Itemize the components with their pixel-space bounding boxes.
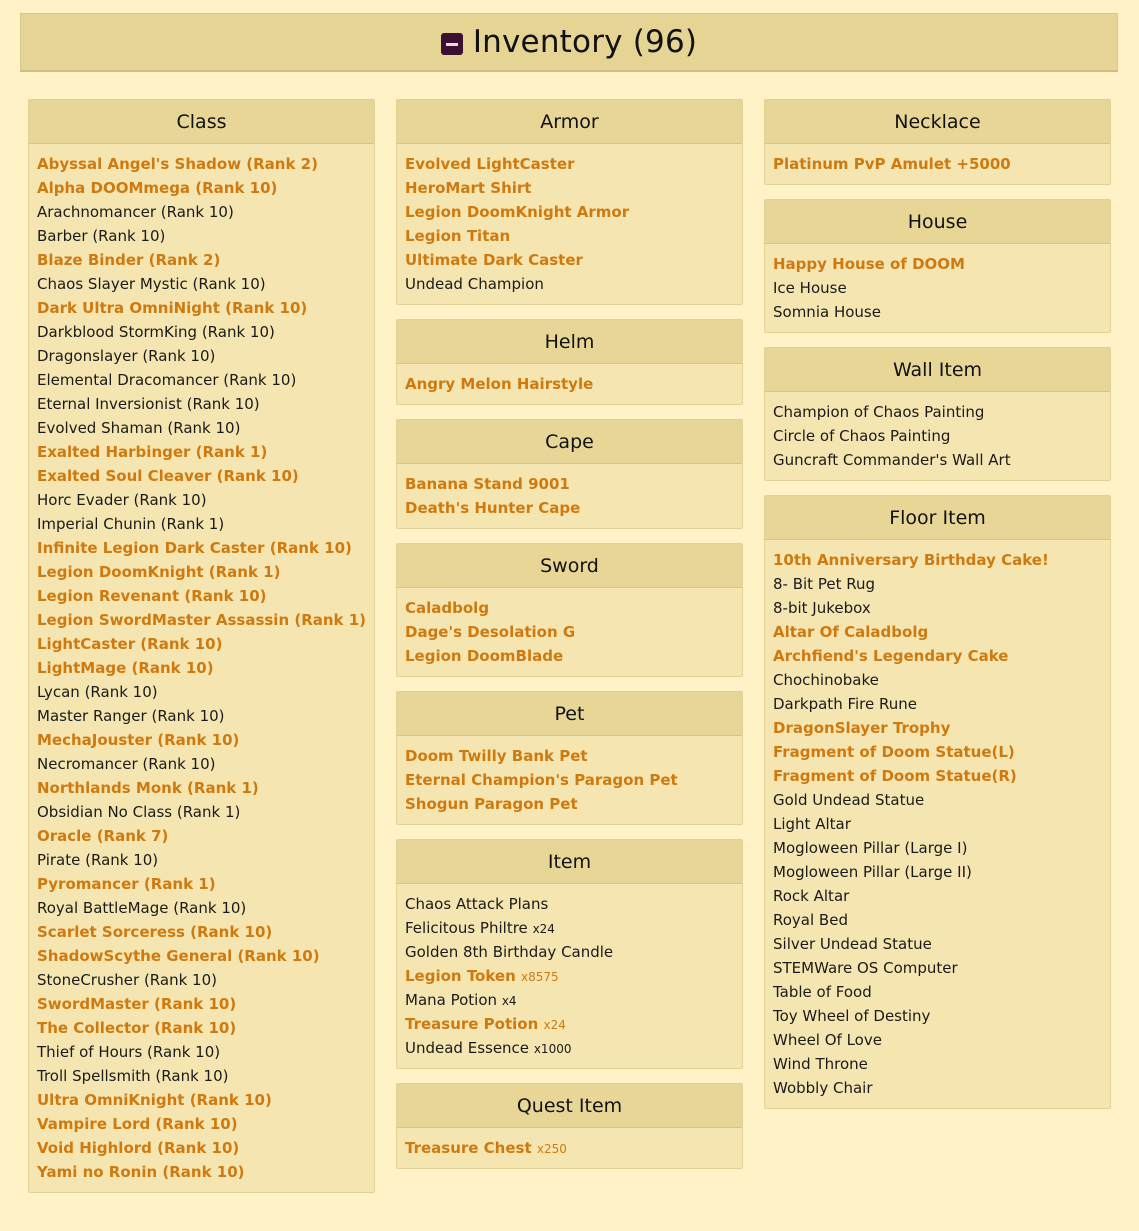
item-name: Eternal Champion's Paragon Pet [405, 771, 678, 789]
panel-cape [396, 419, 743, 529]
inventory-item[interactable] [405, 988, 742, 1012]
item-name: Imperial Chunin (Rank 1) [37, 515, 225, 533]
inventory-item[interactable] [37, 320, 374, 344]
item-name: Altar Of Caladbolg [773, 623, 929, 641]
inventory-item[interactable] [773, 716, 1110, 740]
item-name: Wheel Of Love [773, 1031, 882, 1049]
inventory-item[interactable] [37, 416, 374, 440]
inventory-item[interactable] [37, 272, 374, 296]
inventory-item[interactable] [37, 752, 374, 776]
inventory-item[interactable] [37, 1064, 374, 1088]
item-name: SwordMaster (Rank 10) [37, 995, 237, 1013]
item-name: Oracle (Rank 7) [37, 827, 169, 845]
inventory-item[interactable] [773, 788, 1110, 812]
item-name: Chaos Attack Plans [405, 895, 549, 913]
inventory-item[interactable] [37, 1160, 374, 1184]
item-name: Rock Altar [773, 887, 850, 905]
inventory-item[interactable] [405, 272, 742, 296]
item-name: Ultimate Dark Caster [405, 251, 583, 269]
panel-class [28, 99, 375, 1193]
item-name: Royal BattleMage (Rank 10) [37, 899, 247, 917]
item-name: Ice House [773, 279, 847, 297]
item-name: Circle of Chaos Painting [773, 427, 951, 445]
inventory-item[interactable] [773, 424, 1110, 448]
inventory-item[interactable] [405, 768, 742, 792]
panel-title: Wall Item [765, 348, 1110, 392]
collapse-icon[interactable] [441, 33, 463, 55]
item-name: Caladbolg [405, 599, 490, 617]
inventory-item[interactable] [405, 620, 742, 644]
inventory-item[interactable] [773, 1004, 1110, 1028]
inventory-item[interactable] [773, 980, 1110, 1004]
item-name: Guncraft Commander's Wall Art [773, 451, 1011, 469]
item-name: Pirate (Rank 10) [37, 851, 159, 869]
inventory-item[interactable] [773, 812, 1110, 836]
item-name: Champion of Chaos Painting [773, 403, 985, 421]
inventory-item[interactable] [773, 1052, 1110, 1076]
inventory-item[interactable] [37, 824, 374, 848]
item-name: Exalted Harbinger (Rank 1) [37, 443, 268, 461]
inventory-item[interactable] [37, 1088, 374, 1112]
item-name: Evolved LightCaster [405, 155, 575, 173]
inventory-item[interactable] [37, 560, 374, 584]
item-name: Table of Food [773, 983, 872, 1001]
inventory-item[interactable] [37, 224, 374, 248]
inventory-item[interactable] [37, 200, 374, 224]
inventory-item[interactable] [37, 1112, 374, 1136]
item-name: Felicitous Philtre [405, 919, 528, 937]
item-name: Dage's Desolation G [405, 623, 576, 641]
panel-title: Armor [397, 100, 742, 144]
item-name: Scarlet Sorceress (Rank 10) [37, 923, 273, 941]
item-name: Legion DoomBlade [405, 647, 564, 665]
item-name: Toy Wheel of Destiny [773, 1007, 931, 1025]
panel-title: Item [397, 840, 742, 884]
inventory-item[interactable] [773, 276, 1110, 300]
panel-wall-item [764, 347, 1111, 481]
panel-armor [396, 99, 743, 305]
inventory-item[interactable] [773, 668, 1110, 692]
inventory-title: Inventory (96) [472, 24, 698, 60]
inventory-item[interactable] [37, 440, 374, 464]
inventory-item[interactable] [37, 368, 374, 392]
inventory-item[interactable] [37, 296, 374, 320]
item-name: Gold Undead Statue [773, 791, 925, 809]
item-name: Royal Bed [773, 911, 848, 929]
inventory-item[interactable] [37, 776, 374, 800]
inventory-item[interactable] [773, 740, 1110, 764]
panel-item [396, 839, 743, 1069]
item-name: ShadowScythe General (Rank 10) [37, 947, 320, 965]
item-name: Legion Revenant (Rank 10) [37, 587, 267, 605]
panel-pet [396, 691, 743, 825]
inventory-item[interactable] [405, 176, 742, 200]
inventory-item[interactable] [37, 920, 374, 944]
item-name: HeroMart Shirt [405, 179, 532, 197]
inventory-item[interactable] [37, 344, 374, 368]
item-name: Mogloween Pillar (Large I) [773, 839, 968, 857]
inventory-item[interactable] [773, 692, 1110, 716]
inventory-item[interactable] [773, 764, 1110, 788]
inventory-item[interactable] [37, 800, 374, 824]
item-name: Void Highlord (Rank 10) [37, 1139, 240, 1157]
item-name: Northlands Monk (Rank 1) [37, 779, 259, 797]
inventory-item[interactable] [405, 372, 742, 396]
item-name: Blaze Binder (Rank 2) [37, 251, 221, 269]
inventory-item[interactable] [773, 1076, 1110, 1100]
inventory-item[interactable] [405, 744, 742, 768]
item-name: Mogloween Pillar (Large II) [773, 863, 972, 881]
panel-necklace [764, 99, 1111, 185]
item-list [765, 540, 1110, 1100]
item-name: Chochinobake [773, 671, 879, 689]
item-name: Barber (Rank 10) [37, 227, 166, 245]
item-quantity: x24 [532, 922, 555, 936]
inventory-item[interactable] [773, 548, 1110, 572]
item-name: Dark Ultra OmniNight (Rank 10) [37, 299, 308, 317]
inventory-item[interactable] [773, 620, 1110, 644]
panel-helm [396, 319, 743, 405]
item-name: Darkpath Fire Rune [773, 695, 917, 713]
item-list [397, 144, 742, 296]
inventory-item[interactable] [405, 1036, 742, 1060]
inventory-item[interactable] [773, 932, 1110, 956]
item-name: Shogun Paragon Pet [405, 795, 578, 813]
item-name: DragonSlayer Trophy [773, 719, 951, 737]
panel-title: Sword [397, 544, 742, 588]
item-name: Legion Token [405, 967, 516, 985]
inventory-item[interactable] [773, 300, 1110, 324]
item-list [397, 364, 742, 396]
item-name: LightCaster (Rank 10) [37, 635, 223, 653]
item-name: Legion Titan [405, 227, 511, 245]
panel-title: Class [29, 100, 374, 144]
item-name: Horc Evader (Rank 10) [37, 491, 207, 509]
item-list [397, 588, 742, 668]
item-name: Master Ranger (Rank 10) [37, 707, 225, 725]
item-list [397, 884, 742, 1060]
item-name: StoneCrusher (Rank 10) [37, 971, 217, 989]
item-name: Mana Potion [405, 991, 498, 1009]
panel-title: Quest Item [397, 1084, 742, 1128]
item-name: Wind Throne [773, 1055, 868, 1073]
inventory-item[interactable] [37, 536, 374, 560]
inventory-item[interactable] [773, 836, 1110, 860]
inventory-item[interactable] [405, 916, 742, 940]
item-name: Obsidian No Class (Rank 1) [37, 803, 241, 821]
item-name: Death's Hunter Cape [405, 499, 581, 517]
item-name: Pyromancer (Rank 1) [37, 875, 216, 893]
item-name: Dragonslayer (Rank 10) [37, 347, 216, 365]
inventory-item[interactable] [37, 944, 374, 968]
inventory-item[interactable] [773, 252, 1110, 276]
inventory-item[interactable] [773, 860, 1110, 884]
item-list [765, 244, 1110, 324]
inventory-item[interactable] [37, 176, 374, 200]
item-name: Legion SwordMaster Assassin (Rank 1) [37, 611, 367, 629]
inventory-item[interactable] [405, 1012, 742, 1036]
inventory-item[interactable] [37, 152, 374, 176]
item-name: Necromancer (Rank 10) [37, 755, 216, 773]
inventory-item[interactable] [405, 1136, 742, 1160]
panel-title: Cape [397, 420, 742, 464]
inventory-item[interactable] [37, 1136, 374, 1160]
item-name: Lycan (Rank 10) [37, 683, 158, 701]
item-name: Darkblood StormKing (Rank 10) [37, 323, 275, 341]
inventory-item[interactable] [37, 704, 374, 728]
panel-title: Pet [397, 692, 742, 736]
item-list [397, 1128, 742, 1160]
item-name: Light Altar [773, 815, 851, 833]
panel-house [764, 199, 1111, 333]
item-name: Doom Twilly Bank Pet [405, 747, 588, 765]
item-name: Alpha DOOMmega (Rank 10) [37, 179, 278, 197]
item-name: Undead Champion [405, 275, 544, 293]
inventory-item[interactable] [37, 632, 374, 656]
inventory-item[interactable] [405, 792, 742, 816]
inventory-item[interactable] [405, 940, 742, 964]
inventory-item[interactable] [405, 964, 742, 988]
inventory-item[interactable] [405, 644, 742, 668]
inventory-item[interactable] [37, 584, 374, 608]
item-name: Elemental Dracomancer (Rank 10) [37, 371, 297, 389]
item-name: 8- Bit Pet Rug [773, 575, 875, 593]
item-name: 8-bit Jukebox [773, 599, 871, 617]
item-name: Angry Melon Hairstyle [405, 375, 594, 393]
item-name: Fragment of Doom Statue(L) [773, 743, 1015, 761]
item-name: MechaJouster (Rank 10) [37, 731, 240, 749]
item-name: Arachnomancer (Rank 10) [37, 203, 234, 221]
item-list [397, 464, 742, 520]
panel-sword [396, 543, 743, 677]
inventory-item[interactable] [37, 968, 374, 992]
inventory-item[interactable] [37, 728, 374, 752]
item-name: LightMage (Rank 10) [37, 659, 214, 677]
item-name: The Collector (Rank 10) [37, 1019, 237, 1037]
inventory-item[interactable] [37, 680, 374, 704]
item-name: Evolved Shaman (Rank 10) [37, 419, 241, 437]
inventory-item[interactable] [37, 1016, 374, 1040]
item-name: Somnia House [773, 303, 881, 321]
inventory-item[interactable] [405, 200, 742, 224]
item-name: Treasure Chest [405, 1139, 532, 1157]
inventory-item[interactable] [773, 884, 1110, 908]
inventory-item[interactable] [37, 248, 374, 272]
inventory-item[interactable] [405, 248, 742, 272]
item-name: Legion DoomKnight (Rank 1) [37, 563, 281, 581]
item-name: Golden 8th Birthday Candle [405, 943, 614, 961]
inventory-item[interactable] [37, 896, 374, 920]
item-name: Yami no Ronin (Rank 10) [37, 1163, 245, 1181]
inventory-item[interactable] [405, 496, 742, 520]
inventory-item[interactable] [37, 656, 374, 680]
inventory-item[interactable] [773, 908, 1110, 932]
item-name: Chaos Slayer Mystic (Rank 10) [37, 275, 266, 293]
inventory-item[interactable] [37, 464, 374, 488]
item-name: Troll Spellsmith (Rank 10) [37, 1067, 229, 1085]
item-name: Ultra OmniKnight (Rank 10) [37, 1091, 272, 1109]
item-name: Exalted Soul Cleaver (Rank 10) [37, 467, 299, 485]
inventory-item[interactable] [37, 1040, 374, 1064]
item-quantity: x8575 [521, 970, 559, 984]
inventory-item[interactable] [37, 872, 374, 896]
panel-quest-item [396, 1083, 743, 1169]
inventory-item[interactable] [37, 488, 374, 512]
inventory-header [20, 13, 1118, 72]
panel-title: House [765, 200, 1110, 244]
item-name: Eternal Inversionist (Rank 10) [37, 395, 260, 413]
item-name: Treasure Potion [405, 1015, 539, 1033]
item-name: Wobbly Chair [773, 1079, 873, 1097]
item-name: 10th Anniversary Birthday Cake! [773, 551, 1049, 569]
item-name: Happy House of DOOM [773, 255, 965, 273]
inventory-item[interactable] [37, 392, 374, 416]
item-name: Abyssal Angel's Shadow (Rank 2) [37, 155, 318, 173]
item-name: Platinum PvP Amulet +5000 [773, 155, 1011, 173]
item-name: Thief of Hours (Rank 10) [37, 1043, 221, 1061]
item-quantity: x1000 [533, 1042, 572, 1056]
item-quantity: x4 [501, 994, 517, 1008]
item-name: Undead Essence [405, 1039, 530, 1057]
item-list [397, 736, 742, 816]
inventory-item[interactable] [773, 400, 1110, 424]
item-name: Fragment of Doom Statue(R) [773, 767, 1017, 785]
item-name: STEMWare OS Computer [773, 959, 958, 977]
inventory-item[interactable] [405, 892, 742, 916]
item-name: Archfiend's Legendary Cake [773, 647, 1009, 665]
inventory-item[interactable] [37, 512, 374, 536]
item-name: Banana Stand 9001 [405, 475, 570, 493]
inventory-item[interactable] [773, 596, 1110, 620]
inventory-item[interactable] [773, 644, 1110, 668]
inventory-item[interactable] [773, 572, 1110, 596]
inventory-item[interactable] [773, 152, 1110, 176]
item-list [765, 392, 1110, 472]
inventory-item[interactable] [37, 848, 374, 872]
inventory-item[interactable] [773, 956, 1110, 980]
inventory-item[interactable] [37, 608, 374, 632]
inventory-item[interactable] [773, 1028, 1110, 1052]
panel-title: Floor Item [765, 496, 1110, 540]
inventory-item[interactable] [37, 992, 374, 1016]
panel-title: Necklace [765, 100, 1110, 144]
panel-title: Helm [397, 320, 742, 364]
item-name: Vampire Lord (Rank 10) [37, 1115, 238, 1133]
inventory-item[interactable] [405, 224, 742, 248]
item-name: Legion DoomKnight Armor [405, 203, 630, 221]
panel-floor-item [764, 495, 1111, 1109]
item-list [765, 144, 1110, 176]
inventory-item[interactable] [773, 448, 1110, 472]
item-quantity: x24 [543, 1018, 566, 1032]
item-list [29, 144, 374, 1184]
inventory-item[interactable] [405, 596, 742, 620]
inventory-item[interactable] [405, 152, 742, 176]
item-name: Silver Undead Statue [773, 935, 932, 953]
item-quantity: x250 [536, 1142, 567, 1156]
inventory-item[interactable] [405, 472, 742, 496]
item-name: Infinite Legion Dark Caster (Rank 10) [37, 539, 352, 557]
